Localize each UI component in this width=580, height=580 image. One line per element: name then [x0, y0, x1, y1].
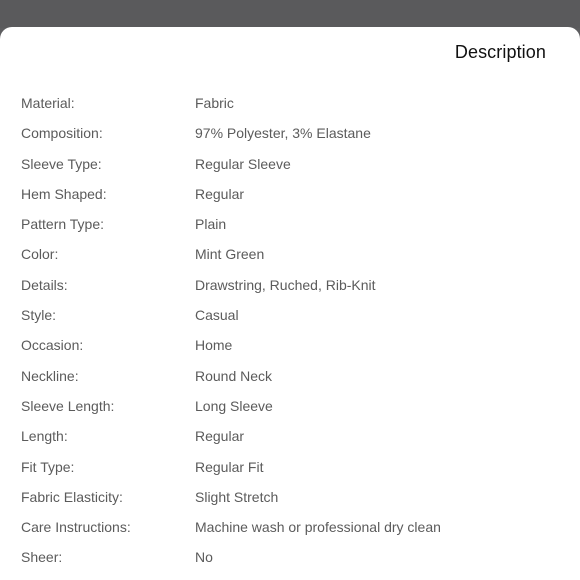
- backdrop-strip: [0, 0, 580, 28]
- spec-label: Sleeve Length:: [21, 397, 115, 414]
- spec-label: Sleeve Type:: [21, 155, 102, 172]
- spec-label: Sheer:: [21, 549, 63, 566]
- spec-row-sleeve-length: [21, 396, 561, 426]
- spec-label: Length:: [21, 428, 68, 445]
- spec-row-details: [21, 275, 561, 305]
- spec-label: Fabric Elasticity:: [21, 488, 123, 505]
- spec-row-hem-shaped: [21, 184, 561, 214]
- spec-row-length: [21, 426, 561, 456]
- spec-row-sheer: [21, 547, 561, 577]
- spec-value: Drawstring, Ruched, Rib-Knit: [195, 276, 376, 293]
- sheet-title: Description: [454, 42, 546, 62]
- spec-label: Style:: [21, 307, 57, 324]
- spec-value: Regular Sleeve: [195, 155, 291, 172]
- spec-label: Fit Type:: [21, 458, 75, 475]
- spec-value: Fabric: [195, 95, 234, 111]
- spec-value: Casual: [195, 307, 239, 324]
- spec-value: Round Neck: [195, 367, 273, 384]
- spec-row-neckline: [21, 366, 561, 396]
- spec-label: Color:: [21, 246, 59, 263]
- spec-list: [21, 93, 561, 578]
- spec-row-color: [21, 244, 561, 274]
- description-sheet: [0, 27, 580, 580]
- spec-row-sleeve-type: [21, 154, 561, 184]
- spec-row-fit-type: [21, 457, 561, 487]
- spec-row-fabric-elasticity: [21, 487, 561, 517]
- spec-row-pattern-type: [21, 214, 561, 244]
- spec-row-care-instructions: [21, 517, 561, 547]
- spec-label: Material:: [21, 95, 75, 111]
- spec-value: Plain: [195, 216, 227, 233]
- spec-value: 97% Polyester, 3% Elastane: [195, 125, 371, 142]
- spec-row-occasion: [21, 335, 561, 365]
- spec-row-material: [21, 93, 561, 123]
- spec-row-composition: [21, 123, 561, 153]
- spec-value: No: [195, 549, 213, 566]
- spec-row-style: [21, 305, 561, 335]
- spec-label: Hem Shaped:: [21, 185, 107, 202]
- spec-value: Mint Green: [195, 246, 265, 263]
- spec-label: Pattern Type:: [21, 216, 105, 233]
- spec-value: Regular: [195, 428, 245, 445]
- spec-value: Home: [195, 337, 233, 354]
- spec-value: Regular: [195, 185, 245, 202]
- spec-label: Composition:: [21, 125, 103, 142]
- spec-label: Care Instructions:: [21, 519, 131, 536]
- spec-value: Regular Fit: [195, 458, 264, 475]
- spec-value: Long Sleeve: [195, 397, 273, 414]
- spec-label: Details:: [21, 276, 68, 293]
- spec-label: Occasion:: [21, 337, 84, 354]
- spec-value: Machine wash or professional dry clean: [195, 519, 441, 536]
- spec-value: Slight Stretch: [195, 488, 279, 505]
- spec-label: Neckline:: [21, 367, 79, 384]
